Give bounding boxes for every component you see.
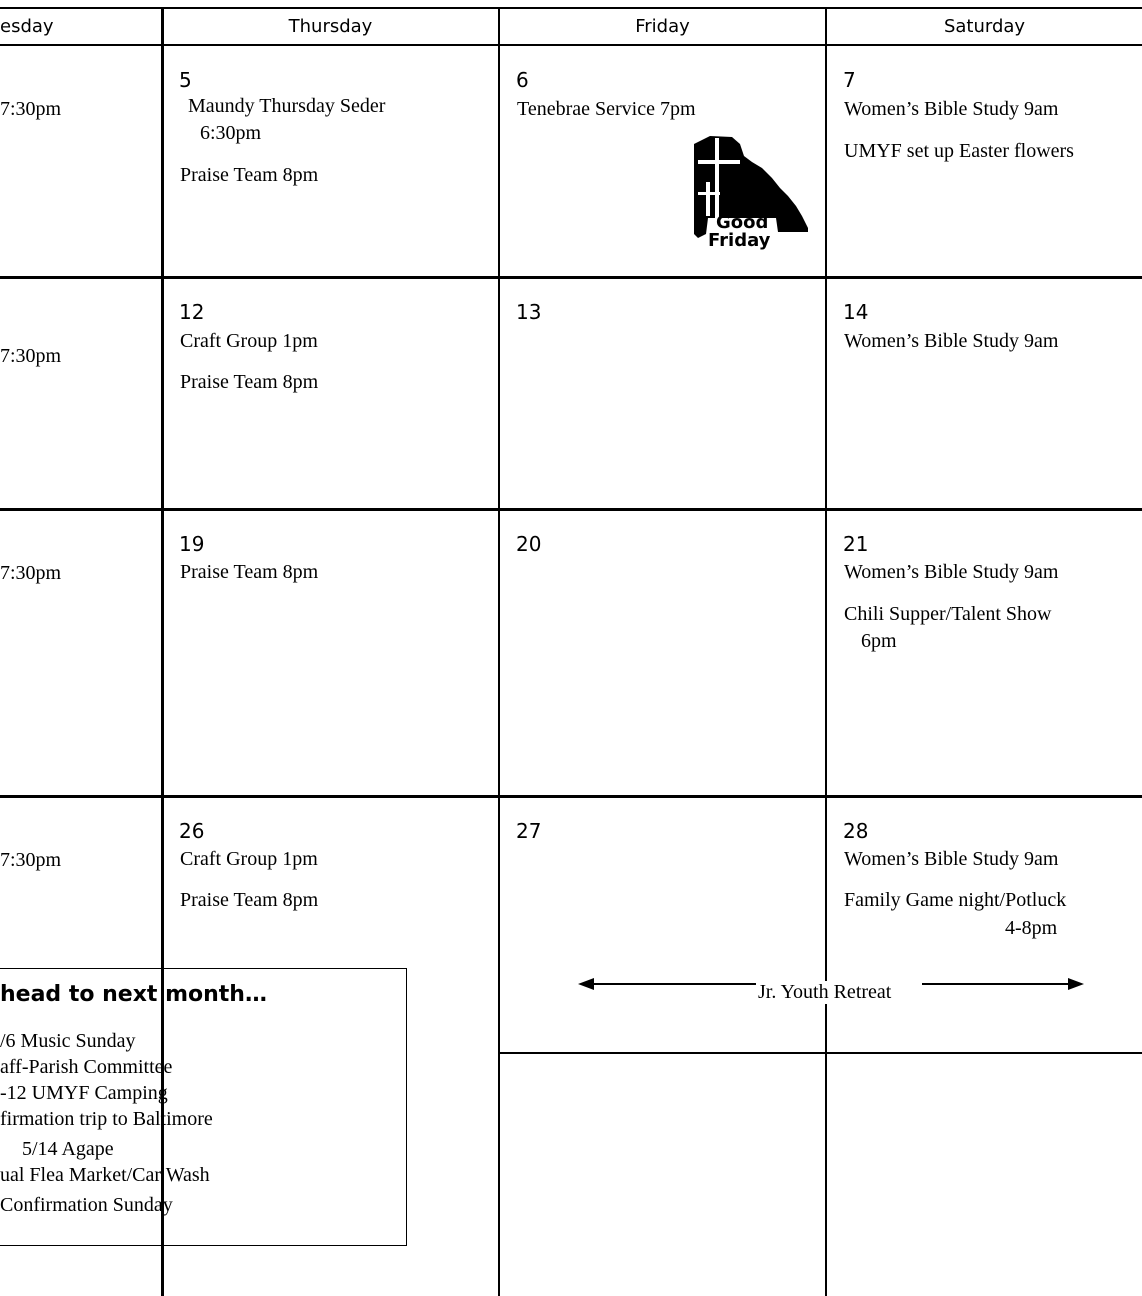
event: Women’s Bible Study 9am [844,98,1059,120]
lookahead-item: -12 UMYF Camping [0,1082,168,1104]
header-friday: Friday [635,15,690,37]
day-number: 19 [179,532,205,556]
lookahead-item: 5/14 Agape [22,1138,114,1160]
event: Women’s Bible Study 9am [844,561,1059,583]
event: Family Game night/Potluck [844,889,1067,911]
grid-line-row4 [498,1052,1142,1054]
event: Women’s Bible Study 9am [844,848,1059,870]
day-number: 14 [843,300,869,324]
day-number: 7 [843,68,856,92]
good-friday-line2: Friday [708,230,771,251]
day-number: 13 [516,300,542,324]
grid-col-3 [825,8,827,1296]
retreat-label: Jr. Youth Retreat [758,981,892,1003]
lookahead-item: aff-Parish Committee [0,1056,173,1078]
day-number: 21 [843,532,869,556]
grid-line-header [0,44,1142,46]
event-time: 4-8pm [1005,917,1058,939]
grid-line-row1 [0,276,1142,279]
event: Women’s Bible Study 9am [844,330,1059,352]
event: Tenebrae Service 7pm [517,98,696,120]
event-time: 6pm [861,630,897,652]
day-number: 6 [516,68,529,92]
day-number: 28 [843,819,869,843]
wed-event-r2: 7:30pm [0,345,62,367]
lookahead-item: ual Flea Market/Car Wash [0,1164,210,1186]
event: Praise Team 8pm [180,889,319,911]
wed-event-r4: 7:30pm [0,849,62,871]
header-saturday: Saturday [943,15,1026,37]
good-friday-line1: Good [716,212,769,233]
lookahead-title: head to next month… [0,982,267,1007]
header-thursday: Thursday [288,15,373,37]
grid-line-top [0,7,1142,9]
header-wednesday: esday [0,15,54,37]
event: Praise Team 8pm [180,561,319,583]
wed-event-r3: 7:30pm [0,562,62,584]
day-number: 27 [516,819,542,843]
lookahead-item: firmation trip to Baltimore [0,1108,213,1130]
lookahead-item: Confirmation Sunday [0,1194,173,1216]
wed-event-r1: 7:30pm [0,98,62,120]
good-friday-logo [692,134,810,254]
grid-col-2 [498,8,500,1296]
day-number: 26 [179,819,205,843]
event-time: 6:30pm [200,122,262,144]
lookahead-item: /6 Music Sunday [0,1030,136,1052]
day-number: 5 [179,68,192,92]
day-number: 20 [516,532,542,556]
event: UMYF set up Easter flowers [844,140,1074,162]
event: Craft Group 1pm [180,848,318,870]
event: Chili Supper/Talent Show [844,603,1052,625]
event: Praise Team 8pm [180,164,319,186]
day-number: 12 [179,300,205,324]
grid-line-row3 [0,795,1142,798]
event: Praise Team 8pm [180,371,319,393]
event: Craft Group 1pm [180,330,318,352]
event: Maundy Thursday Seder [188,95,386,117]
grid-line-row2 [0,508,1142,511]
